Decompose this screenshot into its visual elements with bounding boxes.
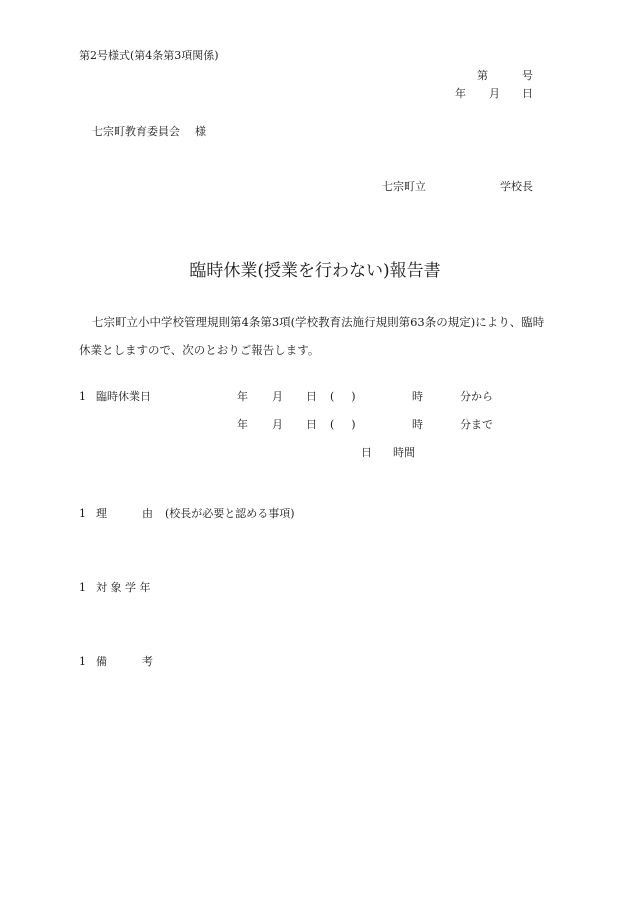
number-dai: 第 xyxy=(477,69,488,82)
item-label: 臨時休業日 xyxy=(96,390,151,403)
total-hours: 時間 xyxy=(393,446,415,459)
form-label: 第2号様式(第4条第3項関係) xyxy=(79,49,219,62)
date-day: 日 xyxy=(522,87,533,100)
item-number: 1 xyxy=(79,581,86,594)
item-label-b: 由 xyxy=(142,507,153,520)
row2-hour: 時 xyxy=(412,418,423,431)
body-line-1: 七宗町立小中学校管理規則第4条第3項(学校教育法施行規則第63条の規定)により、臨時 xyxy=(92,315,545,329)
row2-minute: 分まで xyxy=(460,418,493,431)
number-go: 号 xyxy=(522,69,533,82)
sender-school: 七宗町立 xyxy=(382,180,426,193)
total-days: 日 xyxy=(361,446,372,459)
item-number: 1 xyxy=(79,507,86,520)
item-note: (校長が必要と認める事項) xyxy=(165,507,295,520)
row2-month: 月 xyxy=(272,418,283,431)
date-month: 月 xyxy=(489,87,500,100)
row2-weekday: ( ) xyxy=(330,418,359,431)
item-number: 1 xyxy=(79,655,86,668)
row2-day: 日 xyxy=(306,418,317,431)
row1-month: 月 xyxy=(272,390,283,403)
document-title: 臨時休業(授業を行わない)報告書 xyxy=(189,261,441,281)
row1-weekday: ( ) xyxy=(330,390,359,403)
item-label: 対 象 学 年 xyxy=(96,581,151,594)
item-number: 1 xyxy=(79,390,86,403)
sender-title: 学校長 xyxy=(500,180,533,193)
item-label-a: 理 xyxy=(96,507,107,520)
addressee-honorific: 様 xyxy=(195,125,206,138)
item-label-b: 考 xyxy=(142,655,153,668)
body-line-2: 休業としますので、次のとおりご報告します。 xyxy=(79,343,320,357)
row2-year: 年 xyxy=(237,418,248,431)
addressee-name: 七宗町教育委員会 xyxy=(92,125,180,138)
date-year: 年 xyxy=(455,87,466,100)
row1-day: 日 xyxy=(306,390,317,403)
item-label-a: 備 xyxy=(96,655,107,668)
row1-minute: 分から xyxy=(460,390,493,403)
row1-hour: 時 xyxy=(412,390,423,403)
row1-year: 年 xyxy=(237,390,248,403)
